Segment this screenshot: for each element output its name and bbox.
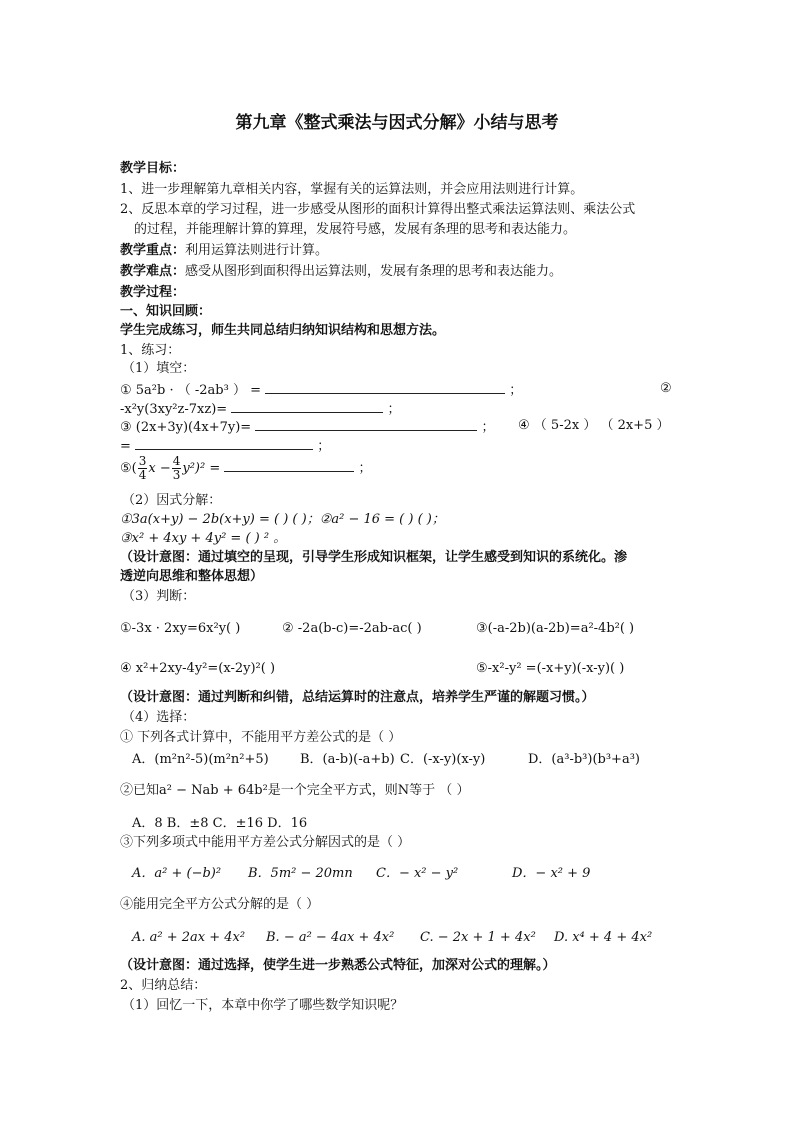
page-title: 第九章《整式乘法与因式分解》小结与思考 xyxy=(235,113,559,133)
fill-item-4-continued xyxy=(120,436,330,456)
choice-1-option-a: A．(m²n²-5)(m²n²+5) xyxy=(132,752,269,767)
judge-2: ② -2a(b-c)=-2ab-ac( ) xyxy=(282,621,422,636)
factor-heading: （2）因式分解： xyxy=(122,493,222,508)
judge-heading: （3）判断： xyxy=(122,589,196,604)
fill-4-semicolon: ； xyxy=(317,439,331,454)
fill-5-mid: x − xyxy=(148,461,171,476)
fill-4-eq: = xyxy=(120,439,131,454)
fraction-numerator: 4 xyxy=(172,454,181,468)
choice-1-question: ① 下列各式计算中，不能用平方差公式的是（ ） xyxy=(120,730,402,745)
focus-text: 利用运算法则进行计算。 xyxy=(185,243,329,258)
design-intent-3: （设计意图：通过选择，使学生进一步熟悉公式特征，加深对公式的理解。） xyxy=(120,958,556,973)
choice-4-option-c: C. − 2x + 1 + 4x² xyxy=(420,930,536,945)
judge-4: ④ x²+2xy-4y²=(x-2y)²( ) xyxy=(120,661,276,676)
choice-3-option-d: D．− x² + 9 xyxy=(512,866,591,881)
fill-item-3 xyxy=(120,417,494,437)
fill-5-suffix: y²)² = xyxy=(182,461,221,476)
goal-2-line-1: 2、反思本章的学习过程，进一步感受从图形的面积计算得出整式乘法运算法则、乘法公式 xyxy=(120,202,636,217)
goal-2-line-2: 的过程，并能理解计算的算理，发展符号感，发展有条理的思考和表达能力。 xyxy=(134,222,577,237)
fill-1-blank[interactable] xyxy=(265,380,505,394)
choice-heading: （4）选择： xyxy=(122,710,196,725)
fill-2-blank[interactable] xyxy=(231,399,383,413)
fill-3-semicolon: ； xyxy=(481,420,495,435)
difficulty-text: 感受从图形到面积得出运算法则，发展有条理的思考和表达能力。 xyxy=(185,264,563,279)
choice-4-option-a: A. a² + 2ax + 4x² xyxy=(132,930,246,945)
choice-3-option-b: B．5m² − 20mn xyxy=(248,866,353,881)
goals-heading: 教学目标： xyxy=(120,161,186,176)
design-intent-2: （设计意图：通过判断和纠错，总结运算时的注意点，培养学生严谨的解题习惯。） xyxy=(120,690,595,705)
design-intent-1-line-2: 透逆向思维和整体思想） xyxy=(120,569,264,584)
goal-1: 1、进一步理解第九章相关内容，掌握有关的运算法则，并会应用法则进行计算。 xyxy=(120,182,584,197)
choice-4-question: ④能用完全平方公式分解的是（ ） xyxy=(120,897,320,912)
fill-5-semicolon: ； xyxy=(358,461,372,476)
summary-question-1: （1）回忆一下，本章中你学了哪些数学知识呢？ xyxy=(122,998,404,1013)
factor-item-3: ③x² + 4xy + 4y² = ( ) ² 。 xyxy=(120,531,287,546)
review-intro: 学生完成练习，师生共同总结归纳知识结构和思想方法。 xyxy=(120,323,446,338)
judge-3: ③(-a-2b)(a-2b)=a²-4b²( ) xyxy=(476,621,635,636)
fill-item-1 xyxy=(120,380,522,400)
fraction-numerator: 3 xyxy=(138,454,147,468)
choice-3-option-a: A．a² + (−b)² xyxy=(132,866,222,881)
fill-4-blank[interactable] xyxy=(135,436,313,450)
choice-2-options: A．8 B．±8 C．±16 D．16 xyxy=(132,816,308,831)
choice-3-option-c: C．− x² − y² xyxy=(376,866,459,881)
fill-1-expr: ① 5a²b · （ -2ab³ ） = xyxy=(120,383,261,398)
difficulty-line xyxy=(120,263,562,281)
choice-2-question: ②已知a² − Nab + 64b²是一个完全平方式，则N等于 （ ） xyxy=(120,783,470,798)
review-heading: 一、知识回顾： xyxy=(120,304,212,319)
focus-label: 教学重点： xyxy=(120,243,186,258)
summary-heading: 2、归纳总结： xyxy=(120,978,207,993)
choice-4-option-d: D. x⁴ + 4 + 4x² xyxy=(554,930,653,945)
fill-3-blank[interactable] xyxy=(255,417,477,431)
fill-2-expr: -x²y(3xy²z-7xz)= xyxy=(120,402,228,417)
practice-heading: 1、练习： xyxy=(120,343,181,358)
judge-1: ①-3x · 2xy=6x²y( ) xyxy=(120,621,241,636)
difficulty-label: 教学难点： xyxy=(120,264,186,279)
fill-5-prefix: ⑤( xyxy=(120,461,137,476)
fill-2-semicolon: ； xyxy=(387,402,401,417)
fraction-denominator: 3 xyxy=(172,468,181,482)
process-heading: 教学过程： xyxy=(120,285,186,300)
design-intent-1-line-1: （设计意图：通过填空的呈现，引导学生形成知识框架，让学生感受到知识的系统化。渗 xyxy=(120,550,628,565)
fill-item-5 xyxy=(120,455,372,483)
factor-items-1-2: ①3a(x+y) − 2b(x+y) = ( ) ( )；②a² − 16 = ( ) ( )； xyxy=(120,512,445,527)
fraction-denominator: 4 xyxy=(138,468,147,482)
fill-1-semicolon: ； xyxy=(509,383,523,398)
choice-1-option-d: D．(a³-b³)(b³+a³) xyxy=(528,752,640,767)
fill-heading: （1）填空： xyxy=(122,361,196,376)
fraction-3-4 xyxy=(138,455,148,482)
choice-3-question: ③下列多项式中能用平方差公式分解因式的是（ ） xyxy=(120,835,411,850)
fill-2-marker: ② xyxy=(660,381,672,396)
fill-item-2 xyxy=(120,399,400,419)
choice-4-option-b: B. − a² − 4ax + 4x² xyxy=(266,930,395,945)
choice-1-option-c: C．(-x-y)(x-y) xyxy=(400,752,486,767)
focus-line xyxy=(120,242,328,260)
fraction-4-3 xyxy=(172,455,182,482)
fill-3-expr: ③ (2x+3y)(4x+7y)= xyxy=(120,420,252,435)
fill-5-blank[interactable] xyxy=(224,458,354,472)
judge-5: ⑤-x²-y² =(-x+y)(-x-y)( ) xyxy=(476,661,625,676)
choice-1-option-b: B．(a-b)(-a+b) xyxy=(300,752,395,767)
fill-4-expr: ④ （ 5-2x ） （ 2x+5 ） xyxy=(518,418,670,433)
